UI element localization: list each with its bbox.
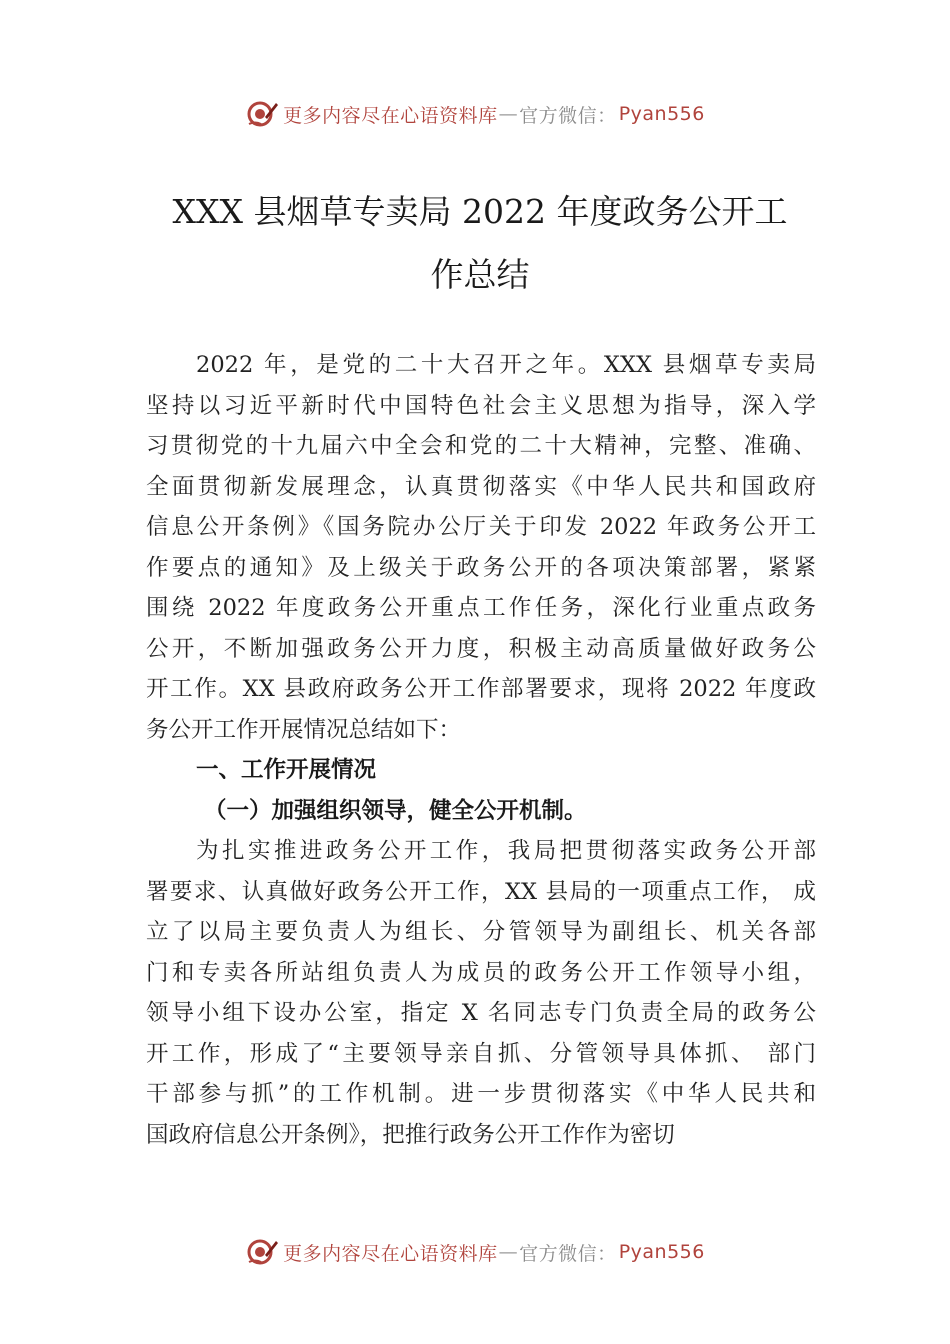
text-line: 立了以局主要负责人为组长、分管领导为副组长、机关各部 [146, 919, 816, 945]
watermark-footer [0, 1235, 950, 1269]
watermark-label: 官方微信： [519, 1242, 617, 1265]
paragraph-intro [146, 345, 816, 750]
watermark-id: Pyan556 [618, 1241, 705, 1263]
watermark-dash: — [498, 103, 519, 125]
pen-logo-icon [245, 97, 279, 131]
watermark-label: 官方微信： [519, 104, 617, 127]
text-line: 署要求、认真做好政务公开工作，XX 县局的一项重点工作， 成 [146, 878, 816, 905]
watermark-id: Pyan556 [618, 103, 705, 125]
text-line: 围绕 2022 年度政务公开重点工作任务，深化行业重点政务 [146, 595, 816, 621]
text-line: 门和专卖各所站组负责人为成员的政务公开工作领导小组， [146, 959, 816, 986]
text-line: 全面贯彻新发展理念，认真贯彻落实《中华人民共和国政府 [146, 473, 816, 500]
pen-logo-icon [245, 1235, 279, 1269]
text-line: 2022 年，是党的二十大召开之年。XXX 县烟草专卖局 [196, 352, 816, 378]
document-title-line-2: 作总结 [430, 255, 530, 294]
subsection-heading: （一）加强组织领导，健全公开机制。 [204, 797, 587, 824]
text-line: 信息公开条例》《国务院办公厅关于印发 2022 年政务公开工 [146, 514, 816, 540]
text-line: 习贯彻党的十九届六中全会和党的二十大精神，完整、准确、 [146, 433, 816, 459]
text-line: 开工作，形成了“主要领导亲自抓、分管领导具体抓、 部门 [146, 1040, 816, 1067]
document-body [146, 345, 816, 1155]
document-title-line-1: XXX 县烟草专卖局 2022 年度政务公开工 [172, 192, 788, 231]
text-line: 开工作。XX 县政府政务公开工作部署要求，现将 2022 年度政 [146, 676, 816, 702]
watermark-main-text: 更多内容尽在心语资料库 [283, 104, 498, 127]
text-line: 国政府信息公开条例》，把推行政务公开工作作为密切 [146, 1121, 675, 1148]
paragraph-organization [146, 831, 816, 1155]
text-line: 务公开工作开展情况总结如下： [146, 716, 462, 743]
text-line: 坚持以习近平新时代中国特色社会主义思想为指导，深入学 [146, 392, 816, 419]
watermark-main-text: 更多内容尽在心语资料库 [283, 1242, 498, 1265]
text-line: 作要点的通知》及上级关于政务公开的各项决策部署，紧紧 [146, 554, 816, 581]
watermark-dash: — [498, 1241, 519, 1263]
section-heading: 一、工作开展情况 [196, 757, 377, 783]
text-line: 为扎实推进政务公开工作，我局把贯彻落实政务公开部 [196, 838, 816, 864]
text-line: 领导小组下设办公室，指定 X 名同志专门负责全局的政务公 [146, 1000, 816, 1026]
watermark-header [0, 97, 950, 131]
text-line: 干部参与抓”的工作机制。进一步贯彻落实《中华人民共和 [146, 1081, 816, 1107]
text-line: 公开，不断加强政务公开力度，积极主动高质量做好政务公 [146, 635, 816, 662]
